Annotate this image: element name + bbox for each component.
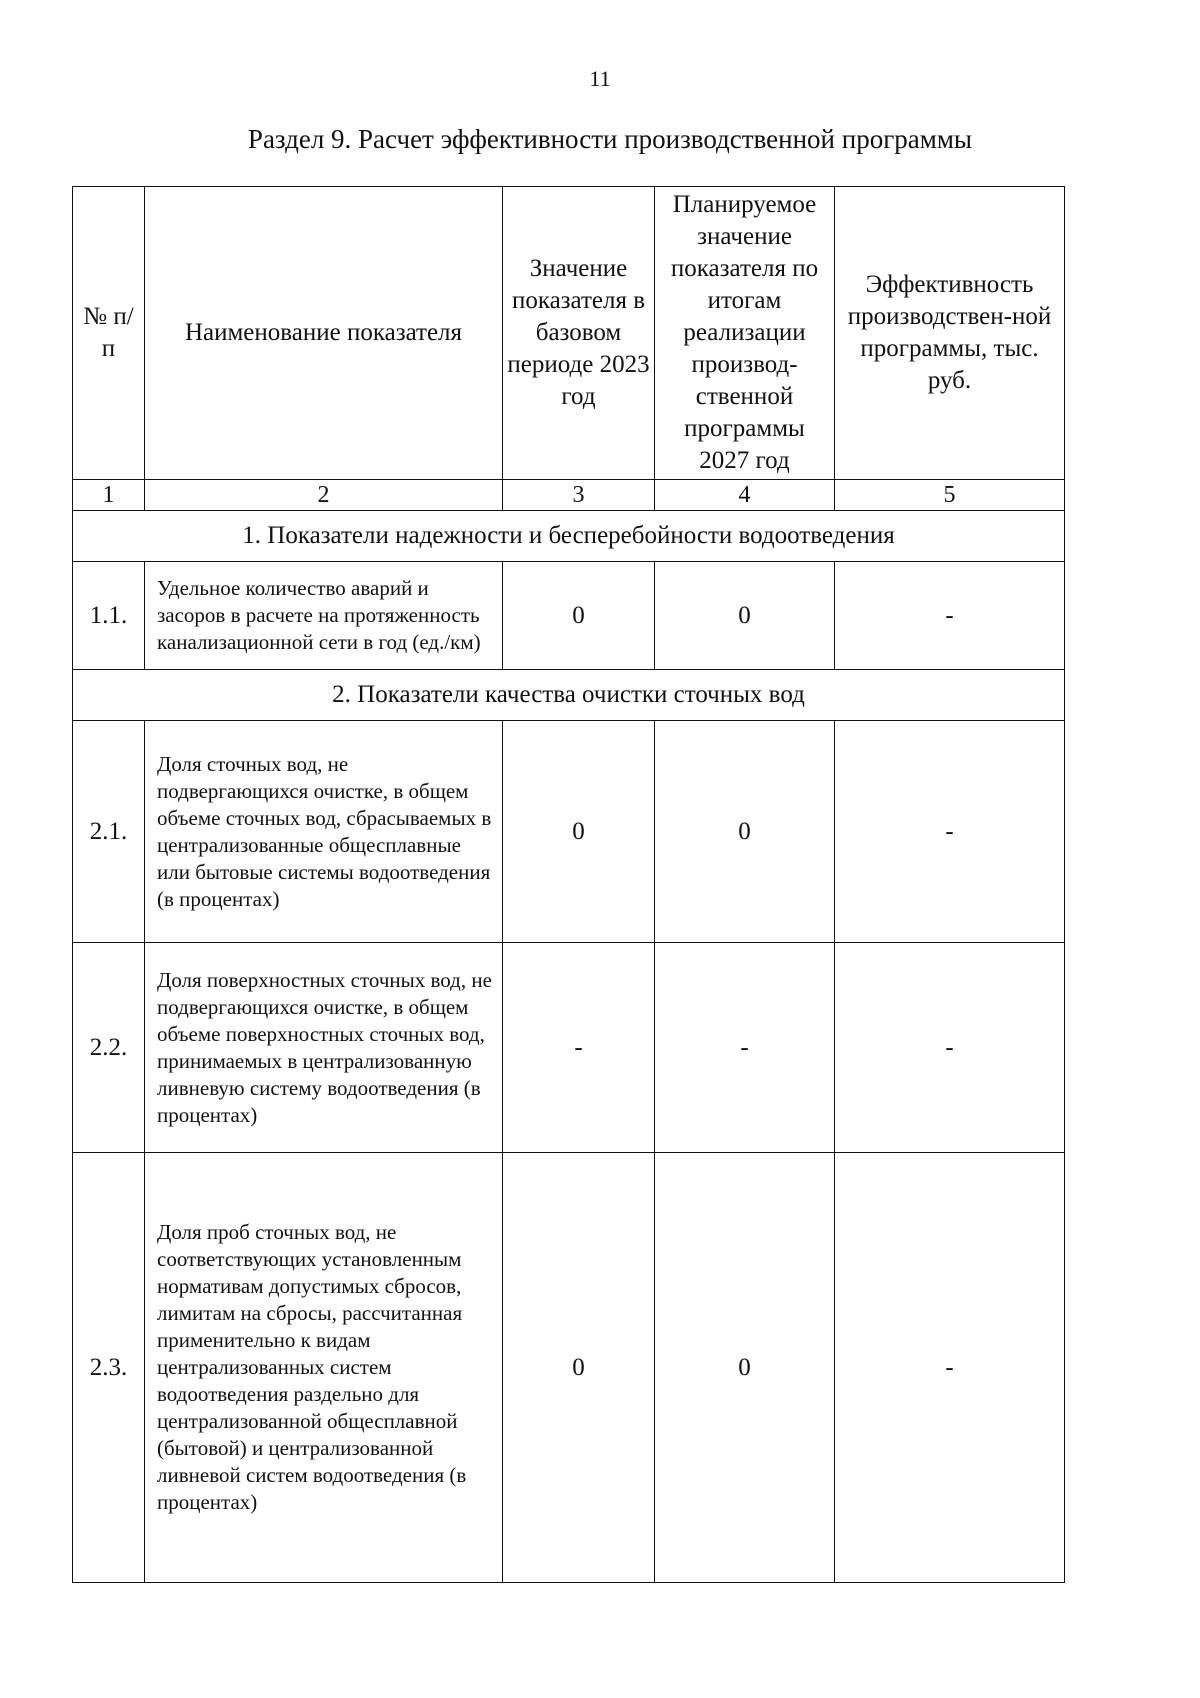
header-num: № п/п bbox=[73, 187, 145, 480]
table-row bbox=[73, 1153, 1065, 1583]
column-number: 2 bbox=[145, 480, 503, 511]
row-base-value: 0 bbox=[503, 562, 655, 670]
section-title: Раздел 9. Расчет эффективности производственной программы bbox=[247, 124, 973, 154]
row-name: Доля сточных вод, не подвергающихся очистке, в общем объеме сточных вод, сбрасываемых в централизованные общесплавные или бытовые системы водоотведения (в процентах) bbox=[145, 721, 503, 943]
group-row bbox=[73, 670, 1065, 721]
row-efficiency-value: - bbox=[835, 562, 1065, 670]
row-planned-value: 0 bbox=[655, 721, 835, 943]
efficiency-table bbox=[72, 186, 1065, 1583]
header-base: Значение показателя в базовом периоде 2023 год bbox=[503, 187, 655, 480]
header-planned: Планируемое значение показателя по итогам реализации производ-ственной программы 2027 год bbox=[655, 187, 835, 480]
header-name: Наименование показателя bbox=[145, 187, 503, 480]
row-num: 1.1. bbox=[73, 562, 145, 670]
row-base-value: 0 bbox=[503, 721, 655, 943]
column-number-row bbox=[73, 480, 1065, 511]
page-number: 11 bbox=[589, 66, 611, 91]
row-num: 2.2. bbox=[73, 943, 145, 1153]
row-num: 2.3. bbox=[73, 1153, 145, 1583]
row-name: Удельное количество аварий и засоров в расчете на протяженность канализационной сети в год (ед./км) bbox=[145, 562, 503, 670]
row-num: 2.1. bbox=[73, 721, 145, 943]
table-row bbox=[73, 562, 1065, 670]
row-base-value: 0 bbox=[503, 1153, 655, 1583]
column-number: 5 bbox=[835, 480, 1065, 511]
group-title: 1. Показатели надежности и бесперебойности водоотведения bbox=[73, 511, 1065, 562]
row-planned-value: 0 bbox=[655, 1153, 835, 1583]
table-row bbox=[73, 721, 1065, 943]
header-efficiency: Эффективность производствен-ной программы, тыс. руб. bbox=[835, 187, 1065, 480]
row-name: Доля проб сточных вод, не соответствующих установленным нормативам допустимых сбросов, лимитам на сбросы, рассчитанная применительно к видам централизованных систем водоотведения раздельно для централизованной общесплавной (бытовой) и централизованной ливневой систем водоотведения (в процентах) bbox=[145, 1153, 503, 1583]
row-efficiency-value: - bbox=[835, 1153, 1065, 1583]
row-name: Доля поверхностных сточных вод, не подвергающихся очистке, в общем объеме поверхностных сточных вод, принимаемых в централизованную ливневую систему водоотведения (в процентах) bbox=[145, 943, 503, 1153]
column-number: 1 bbox=[73, 480, 145, 511]
table-row bbox=[73, 943, 1065, 1153]
group-row bbox=[73, 511, 1065, 562]
header-row bbox=[73, 187, 1065, 480]
row-base-value: - bbox=[503, 943, 655, 1153]
row-efficiency-value: - bbox=[835, 943, 1065, 1153]
row-planned-value: - bbox=[655, 943, 835, 1153]
column-number: 3 bbox=[503, 480, 655, 511]
group-title: 2. Показатели качества очистки сточных вод bbox=[73, 670, 1065, 721]
row-planned-value: 0 bbox=[655, 562, 835, 670]
column-number: 4 bbox=[655, 480, 835, 511]
row-efficiency-value: - bbox=[835, 721, 1065, 943]
